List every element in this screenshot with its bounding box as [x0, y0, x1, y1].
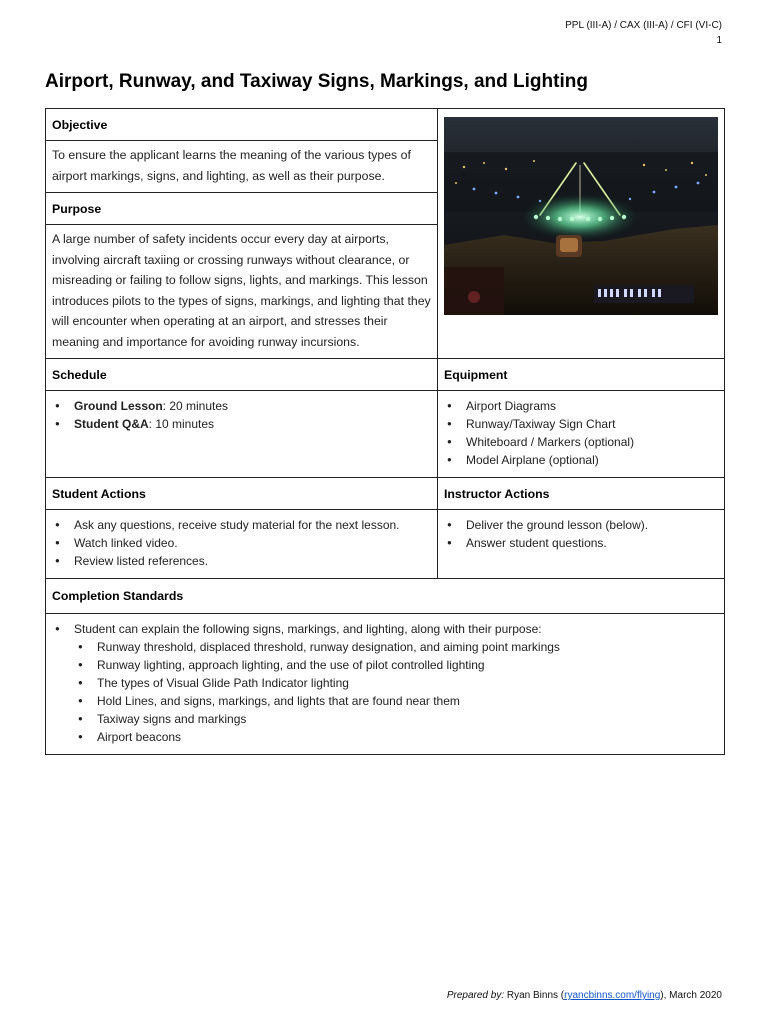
- instructor-actions-heading: Instructor Actions: [438, 478, 725, 510]
- list-item: ● Runway lighting, approach lighting, and the use of pilot controlled lighting: [52, 656, 718, 674]
- list-item: ● Student can explain the following signs, markings, and lighting, along with their purpose: ● Runway threshold, displaced threshold, runway designation, and aiming point markings ● Runway lighting, approach lighting, and the use of pilot controlled lighting ● The types of Visual Glide Path Indicator lighting ● Hold Lines, and signs, markings, and lights that are found near them ● Taxiway signs and markings ● Airport beacons: [52, 620, 718, 746]
- instructor-actions-cell: [438, 510, 725, 579]
- page-footer: [447, 990, 722, 1001]
- equipment-list: [444, 397, 718, 469]
- list-item: ● Airport Diagrams: [444, 397, 718, 415]
- author-website-link[interactable]: ryancbinns.com/flying: [564, 990, 661, 1001]
- student-actions-list: [52, 516, 431, 570]
- course-codes: PPL (III-A) / CAX (III-A) / CFI (VI-C): [565, 20, 722, 31]
- list-item: ● Model Airplane (optional): [444, 451, 718, 469]
- equipment-heading: Equipment: [438, 359, 725, 391]
- list-item: ● Ask any questions, receive study material for the next lesson.: [52, 516, 431, 534]
- night-runway-approach-photo: [444, 117, 718, 315]
- list-item: ● Whiteboard / Markers (optional): [444, 433, 718, 451]
- list-item: ● Watch linked video.: [52, 534, 431, 552]
- instructor-actions-list: [444, 516, 718, 552]
- purpose-heading: Purpose: [46, 193, 438, 225]
- list-item: ● Airport beacons: [52, 728, 718, 746]
- page-number: 1: [716, 35, 722, 46]
- list-item: ● Runway/Taxiway Sign Chart: [444, 415, 718, 433]
- purpose-text: A large number of safety incidents occur every day at airports, involving aircraft taxiing or crossing runways without clearance, or misreading or failing to follow signs, lights, and markings. This lesson introduces pilots to the types of signs, markings, and lighting that they will encounter when operating at an airport, and stresses their meaning and importance for avoiding runway incursions.: [46, 225, 438, 359]
- schedule-cell: [46, 391, 438, 478]
- prepared-date: ), March 2020: [660, 990, 722, 1001]
- prepared-by-label: Prepared by:: [446, 990, 505, 1001]
- page-header: [565, 18, 722, 48]
- document-title: Airport, Runway, and Taxiway Signs, Markings, and Lighting: [45, 71, 588, 92]
- objective-heading: Objective: [46, 109, 438, 141]
- list-item: ● Ground Lesson: 20 minutes: [52, 397, 431, 415]
- list-item: ● Answer student questions.: [444, 534, 718, 552]
- list-item: ● Review listed references.: [52, 552, 431, 570]
- schedule-heading: Schedule: [46, 359, 438, 391]
- list-item: ● The types of Visual Glide Path Indicator lighting: [52, 674, 718, 692]
- list-item: ● Student Q&A: 10 minutes: [52, 415, 431, 433]
- equipment-cell: [438, 391, 725, 478]
- list-item: ● Hold Lines, and signs, markings, and lights that are found near them: [52, 692, 718, 710]
- photo-cell: [438, 109, 725, 359]
- completion-list: [52, 620, 718, 746]
- list-item: ● Deliver the ground lesson (below).: [444, 516, 718, 534]
- student-actions-heading: Student Actions: [46, 478, 438, 510]
- author-name: Ryan Binns (: [504, 990, 565, 1001]
- list-item: ● Runway threshold, displaced threshold, runway designation, and aiming point markings: [52, 638, 718, 656]
- schedule-list: [52, 397, 431, 433]
- completion-heading: Completion Standards: [46, 579, 725, 614]
- list-item: ● Taxiway signs and markings: [52, 710, 718, 728]
- completion-cell: [46, 614, 725, 755]
- completion-sublist: [52, 638, 718, 746]
- lesson-plan-table: [45, 108, 725, 755]
- objective-text: To ensure the applicant learns the meaning of the various types of airport markings, signs, and lighting, as well as their purpose.: [46, 141, 438, 193]
- student-actions-cell: [46, 510, 438, 579]
